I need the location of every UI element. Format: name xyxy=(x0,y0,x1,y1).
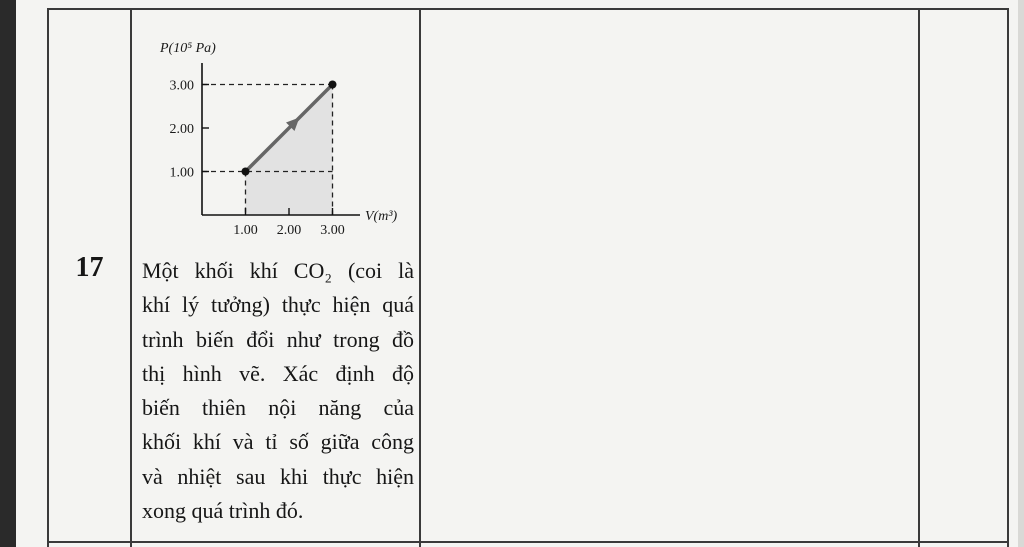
state-point-start xyxy=(242,168,250,176)
x-tick-label: 1.00 xyxy=(233,223,258,238)
question-text xyxy=(142,254,414,528)
question-line: Một khối khí CO₂ (coi là xyxy=(142,258,414,283)
y-axis-label: P(10⁵ Pa) xyxy=(160,41,216,56)
question-line: biến thiên nội năng của xyxy=(142,395,414,421)
y-tick-label: 2.00 xyxy=(169,122,194,137)
table-bottom-border xyxy=(47,541,1009,543)
question-number: 17 xyxy=(75,252,104,283)
question-line: thị hình vẽ. Xác định độ xyxy=(142,360,414,386)
work-area-shading xyxy=(246,85,333,216)
question-line: khối khí và tỉ số giữa công xyxy=(142,429,414,455)
table-col-border-4 xyxy=(918,8,920,547)
x-tick-label: 3.00 xyxy=(320,223,345,238)
table-top-border xyxy=(47,8,1009,10)
question-line: trình biến đổi như trong đồ xyxy=(142,326,414,352)
y-tick-label: 1.00 xyxy=(169,165,194,181)
y-tick-label: 3.00 xyxy=(169,78,194,94)
question-line: khí lý tưởng) thực hiện quá xyxy=(142,292,414,318)
pv-diagram xyxy=(130,30,420,245)
table-col-border-5 xyxy=(1007,8,1009,547)
x-tick-label: 2.00 xyxy=(276,223,302,238)
state-point-end xyxy=(329,81,337,89)
question-line: xong quá trình đó. xyxy=(142,498,304,524)
x-axis-label: V(m³) xyxy=(365,209,398,224)
question-line: và nhiệt sau khi thực hiện xyxy=(142,463,414,489)
